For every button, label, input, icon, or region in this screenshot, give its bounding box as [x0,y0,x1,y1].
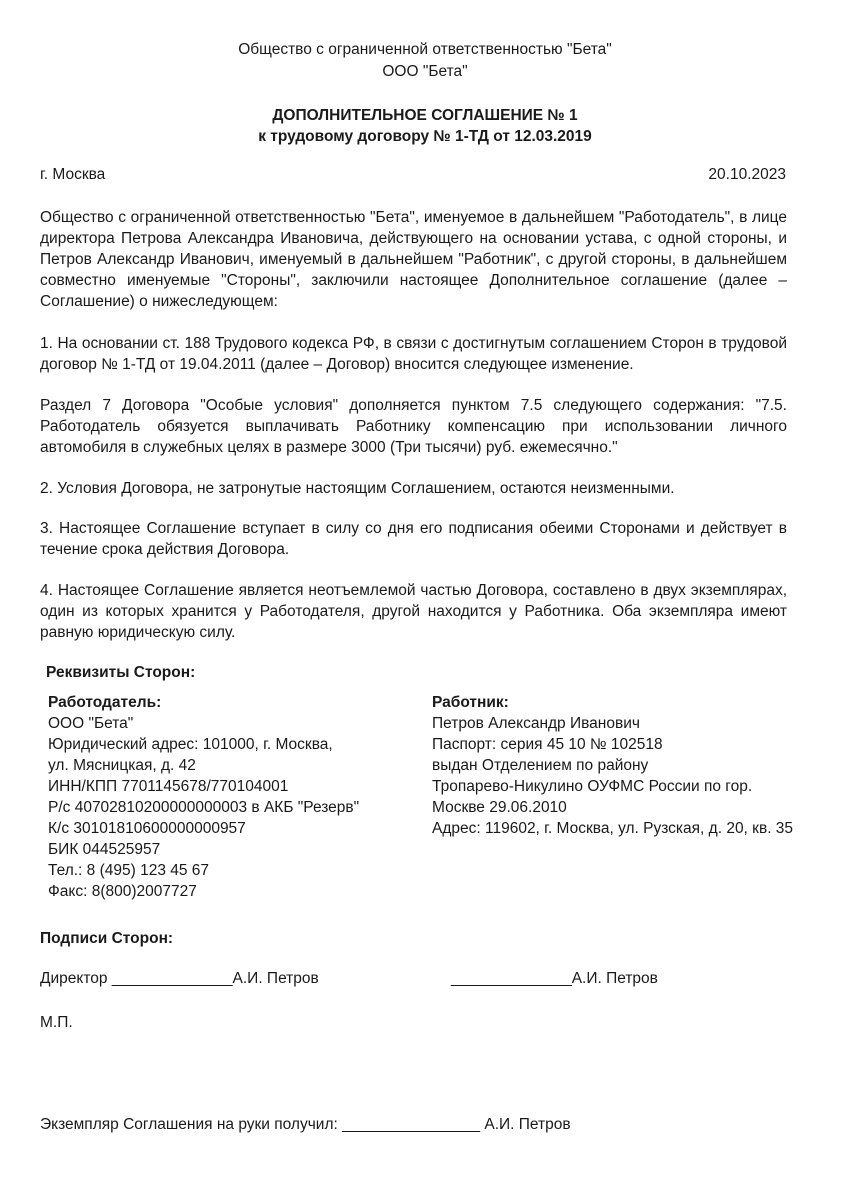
employer-line: К/с 30101810600000000957 [48,820,246,837]
copy-received-label: Экземпляр Соглашения на руки получил: [40,1116,338,1133]
organization-full-name: Общество с ограниченной ответственностью "Бета" [238,41,612,58]
clause-1-amendment: Раздел 7 Договора "Особые условия" дополняется пунктом 7.5 следующего содержания: "7.5. Работодатель обязуется выплачивать Работнику компенсацию при использовании личного автомобиля в служебных целях в размере 3000 (Три тысячи) руб. ежемесячно." [40,397,787,456]
employer-requisites [48,692,359,902]
signatures-heading: Подписи Сторон: [40,930,174,947]
document-title: ДОПОЛНИТЕЛЬНОЕ СОГЛАШЕНИЕ № 1 [272,107,578,124]
organization-short-name: ООО "Бета" [382,63,468,80]
employee-line: Тропарево-Никулино ОУФМС России по гор. [432,778,753,795]
employee-line: Петров Александр Иванович [432,715,640,732]
employer-line: Тел.: 8 (495) 123 45 67 [48,862,210,879]
employer-signature-name: А.И. Петров [232,970,319,987]
employee-signature-line [451,970,658,988]
preamble-paragraph: Общество с ограниченной ответственностью "Бета", именуемое в дальнейшем "Работодатель", в лице директора Петрова Александра Ивановича, действующего на основании устава, с одной стороны, и Петров Александр Иванович, именуемый в дальнейшем "Работник", с другой стороны, в дальнейшем совместно именуемые "Стороны", заключили настоящее Дополнительное соглашение (далее – Соглашение) о нижеследующем: [40,209,787,310]
employee-signature-blank[interactable]: ______________ [451,970,572,987]
employee-line: Паспорт: серия 45 10 № 102518 [432,736,663,753]
clause-4: 4. Настоящее Соглашение является неотъемлемой частью Договора, составлено в двух экземплярах, один из которых хранится у Работодателя, другой находится у Работника. Оба экземпляра имеют равную юридическую силу. [40,582,787,641]
employer-line: ул. Мясницкая, д. 42 [48,757,196,774]
employer-signature-label: Директор [40,970,108,987]
clause-3: 3. Настоящее Соглашение вступает в силу со дня его подписания обеими Сторонами и действует в течение срока действия Договора. [40,520,787,558]
clause-1: 1. На основании ст. 188 Трудового кодекса РФ, в связи с достигнутым соглашением Сторон в трудовой договор № 1-ТД от 19.04.2011 (далее – Договор) вносится следующее изменение. [40,335,787,373]
employer-line: Факс: 8(800)2007727 [48,883,197,900]
document-date: 20.10.2023 [708,166,786,183]
seal-placeholder: М.П. [40,1014,73,1031]
copy-received-blank[interactable]: ________________ [342,1116,481,1133]
employee-line: выдан Отделением по району [432,757,649,774]
employer-line: ИНН/КПП 7701145678/770104001 [48,778,289,795]
employee-line: Москве 29.06.2010 [432,799,567,816]
employee-line: Адрес: 119602, г. Москва, ул. Рузская, д. 20, кв. 35 [432,820,794,837]
document-subtitle: к трудовому договору № 1-ТД от 12.03.2019 [258,128,592,145]
employer-heading: Работодатель: [48,694,162,711]
employer-line: Юридический адрес: 101000, г. Москва, [48,736,333,753]
employer-signature-blank[interactable]: ______________ [111,970,233,987]
employer-line: Р/с 40702810200000000003 в АКБ "Резерв" [48,799,360,816]
employee-signature-name: А.И. Петров [571,970,658,987]
clause-2: 2. Условия Договора, не затронутые настоящим Соглашением, остаются неизменными. [40,480,675,497]
document-place: г. Москва [40,166,106,183]
requisites-heading: Реквизиты Сторон: [46,664,196,681]
copy-received-line [40,1116,571,1134]
employer-signature-line [40,970,319,988]
employee-requisites [432,692,793,839]
copy-received-name: А.И. Петров [484,1116,571,1133]
employee-heading: Работник: [432,694,509,711]
employer-line: БИК 044525957 [48,841,161,858]
employer-line: ООО "Бета" [48,715,134,732]
